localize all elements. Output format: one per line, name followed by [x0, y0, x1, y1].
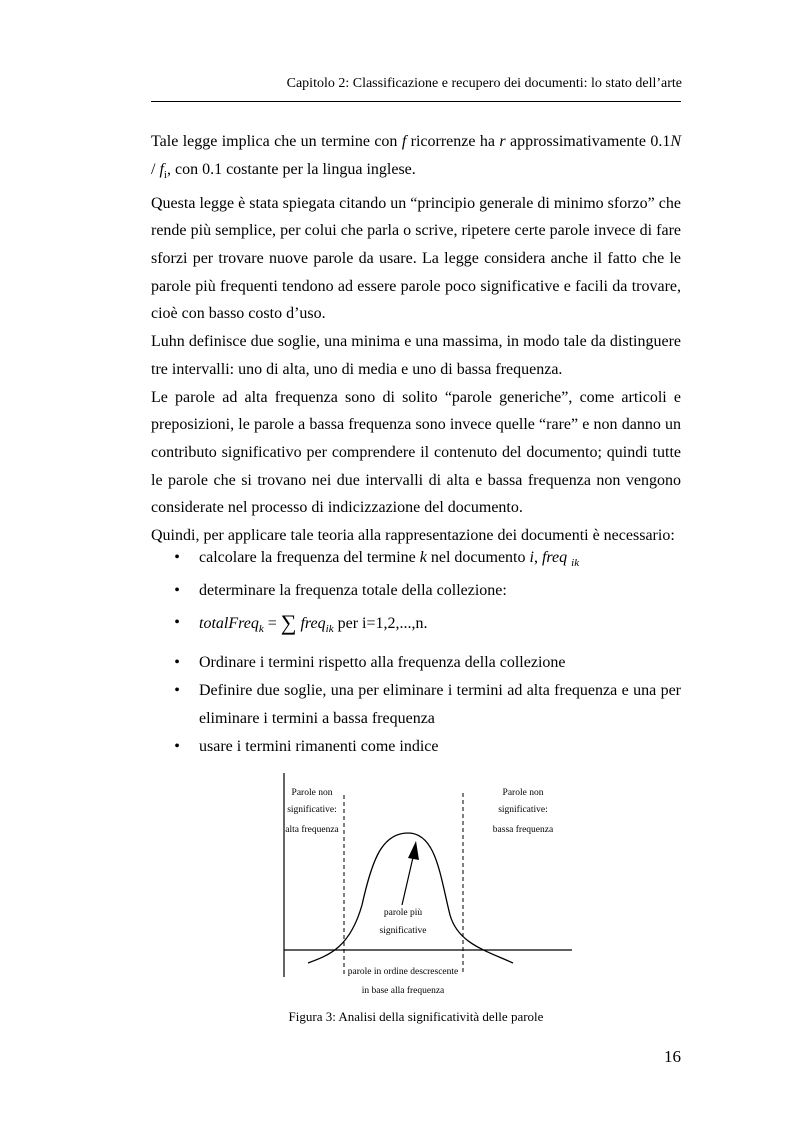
- left-label-line: alta frequenza: [285, 825, 339, 835]
- axis-label-line: in base alla frequenza: [361, 986, 445, 996]
- bullet-item: [151, 605, 681, 647]
- luhn-diagram: [270, 765, 580, 1000]
- p1-text-c: approssimativamente 0.1: [505, 133, 671, 150]
- body-text: [151, 128, 681, 550]
- bullet-marker: •: [174, 682, 180, 699]
- significance-curve: [308, 833, 513, 963]
- center-label-line: significative: [379, 926, 427, 936]
- paragraph-1: [151, 128, 681, 190]
- right-label-line: significative:: [498, 805, 548, 815]
- p1-var-fi-sub: i: [163, 168, 167, 181]
- formula-lhs: totalFreq: [199, 615, 259, 633]
- bullet-marker: •: [174, 582, 180, 600]
- bullet-marker: •: [174, 738, 180, 755]
- formula-rhs-sub: ik: [325, 623, 334, 636]
- running-head: Capitolo 2: Classificazione e recupero dei documenti: lo stato dell’arte: [286, 76, 682, 91]
- b1-text-b: nel documento: [426, 549, 530, 566]
- b1-var-freq-sub: ik: [571, 557, 580, 570]
- b1-var-k: k: [419, 549, 427, 566]
- p1-text-a: Tale legge implica che un termine con: [151, 133, 402, 150]
- formula-tail: per i=1,2,...,n.: [333, 615, 428, 633]
- header-rule: [151, 101, 681, 102]
- p1-var-f: f: [401, 133, 407, 150]
- b1-text-a: calcolare la frequenza del termine: [199, 549, 420, 566]
- bullet-item: [151, 544, 681, 577]
- bullet-item: [151, 649, 681, 677]
- bullet-item: [151, 577, 681, 605]
- b5-text: Definire due soglie, una per eliminare i termini ad alta frequenza e una per eliminare i termini a bassa frequenza: [199, 682, 681, 727]
- right-label-line: Parole non: [502, 788, 544, 798]
- bullet-item: [151, 733, 681, 761]
- p1-text-b: ricorrenze ha: [406, 133, 500, 150]
- bullet-marker: •: [174, 654, 180, 671]
- p1-text-d: /: [151, 160, 160, 178]
- total-freq-formula: [199, 610, 334, 636]
- b1-var-freq: freq: [541, 549, 568, 566]
- b6-text: usare i termini rimanenti come indice: [199, 738, 439, 755]
- bullet-list-bottom: [151, 649, 681, 761]
- b1-text-c: ,: [533, 549, 542, 566]
- paragraph-5: Quindi, per applicare tale teoria alla rappresentazione dei documenti è necessario:: [151, 527, 675, 545]
- bullet-list-top: [151, 544, 681, 647]
- luhn-figure: [270, 765, 580, 1000]
- right-label-line: bassa frequenza: [492, 825, 554, 835]
- paragraph-2: Questa legge è stata spiegata citando un “principio generale di minimo sforzo” che rende più semplice, per colui che parla o scrive, ripetere certe parole invece di fare sforzi per trovare nuove parole da usare. La legge considera anche il fatto che le parole più frequenti tendono ad essere parole poco significative e facili da trovare, cioè con basso costo d’uso.: [151, 194, 681, 323]
- p1-var-fi: f: [159, 160, 164, 178]
- bullet-item: [151, 677, 681, 733]
- formula-equals: =: [263, 615, 281, 633]
- page-number: 16: [664, 1047, 681, 1066]
- p1-var-r: r: [499, 133, 506, 150]
- center-label-line: parole più: [383, 908, 423, 918]
- arrow-head-icon: [408, 841, 419, 860]
- axis-label-line: parole in ordine descrescente: [347, 967, 459, 977]
- bullet-marker: •: [174, 549, 180, 566]
- left-label-line: Parole non: [291, 788, 333, 798]
- formula-rhs: freq: [300, 615, 326, 633]
- paragraph-3: Luhn definisce due soglie, una minima e una massima, in modo tale da distinguere tre intervalli: uno di alta, uno di media e uno di bassa frequenza.: [151, 333, 681, 378]
- p1-var-n: N: [670, 133, 681, 150]
- paragraph-4: Le parole ad alta frequenza sono di solito “parole generiche”, come articoli e preposizioni, le parole a bassa frequenza sono invece quelle “rare” e non danno un contributo significativo per comprendere il contenuto del documento; quindi tutte le parole che si trovano nei due intervalli di alta e bassa frequenza non vengono considerate nel processo di indicizzazione del documento.: [151, 388, 681, 517]
- p1-text-e: , con 0.1 costante per la lingua inglese.: [166, 160, 416, 178]
- bullet-marker: •: [174, 614, 180, 632]
- summation-symbol: ∑: [280, 610, 297, 636]
- b1-var-i: i: [529, 549, 534, 566]
- b2-text: determinare la frequenza totale della collezione:: [199, 582, 507, 600]
- pointer-arrow-shaft: [402, 853, 414, 905]
- b4-text: Ordinare i termini rispetto alla frequenza della collezione: [199, 654, 566, 671]
- left-label-line: significative:: [287, 805, 337, 815]
- figure-caption: Figura 3: Analisi della significatività delle parole: [288, 1009, 544, 1024]
- formula-lhs-sub: k: [258, 623, 264, 636]
